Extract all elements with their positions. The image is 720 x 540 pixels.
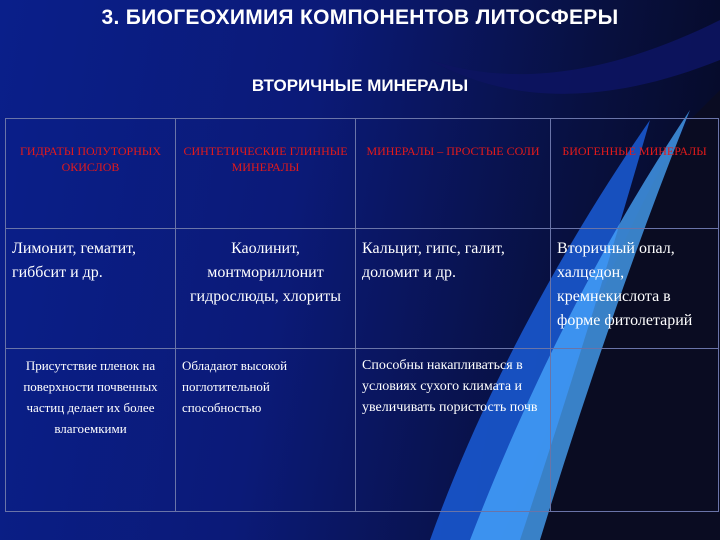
header-biogenic-minerals: БИОГЕННЫЕ МИНЕРАЛЫ xyxy=(551,119,719,229)
cell-properties-biogenic xyxy=(551,349,719,512)
cell-examples-clay: Каолинит, монтмориллонит гидрослюды, хлориты xyxy=(176,229,356,349)
cell-examples-salts: Кальцит, гипс, галит, доломит и др. xyxy=(356,229,551,349)
table-row-examples xyxy=(6,229,719,349)
slide-title: 3. БИОГЕОХИМИЯ КОМПОНЕНТОВ ЛИТОСФЕРЫ xyxy=(101,6,619,29)
table-row-properties xyxy=(6,349,719,512)
header-clay-minerals: СИНТЕТИЧЕСКИЕ ГЛИННЫЕ МИНЕРАЛЫ xyxy=(176,119,356,229)
slide-subtitle: ВТОРИЧНЫЕ МИНЕРАЛЫ xyxy=(251,76,469,95)
cell-examples-hydrates: Лимонит, гематит, гиббсит и др. xyxy=(6,229,176,349)
minerals-table xyxy=(5,118,719,512)
cell-properties-hydrates: Присутствие пленок на поверхности почвенных частиц делает их более влагоемкими xyxy=(6,349,176,512)
header-hydrates: ГИДРАТЫ ПОЛУТОРНЫХ ОКИСЛОВ xyxy=(6,119,176,229)
table-header-row xyxy=(6,119,719,229)
cell-properties-clay: Обладают высокой поглотительной способностью xyxy=(176,349,356,512)
cell-properties-salts: Способны накапливаться в условиях сухого климата и увеличивать пористость почв xyxy=(356,349,551,512)
header-simple-salts: МИНЕРАЛЫ – ПРОСТЫЕ СОЛИ xyxy=(356,119,551,229)
cell-examples-biogenic: Вторичный опал, халцедон, кремнекислота в форме фитолетарий xyxy=(551,229,719,349)
